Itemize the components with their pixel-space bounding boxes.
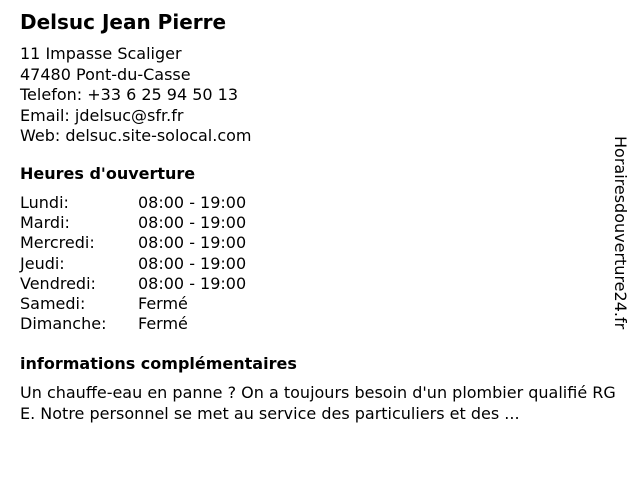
day-hours: 08:00 - 19:00: [138, 273, 247, 293]
website: Web: delsuc.site-solocal.com: [20, 126, 252, 145]
hours-row-thursday: [20, 254, 246, 274]
day-hours: 08:00 - 19:00: [138, 233, 247, 253]
info-text: Un chauffe-eau en panne ? On a toujours besoin d'un plombier qualifié RGE. Notre personnel se met au service des particuliers et des ...: [20, 383, 616, 423]
hours-row-friday: [20, 274, 246, 294]
hours-row-saturday: [20, 294, 246, 314]
hours-table: [20, 193, 246, 334]
day-hours: 08:00 - 19:00: [138, 253, 247, 273]
day-label: Samedi:: [20, 294, 86, 314]
day-hours: 08:00 - 19:00: [138, 193, 247, 212]
business-name: Delsuc Jean Pierre: [20, 10, 227, 34]
city-address: 47480 Pont-du-Casse: [20, 64, 191, 84]
hours-row-monday: [20, 193, 246, 213]
phone-number: Telefon: +33 6 25 94 50 13: [20, 85, 239, 104]
hours-row-wednesday: [20, 233, 246, 253]
day-hours: Fermé: [138, 314, 188, 334]
day-label: Jeudi:: [20, 253, 65, 273]
business-card: [20, 10, 620, 147]
street-address: 11 Impasse Scaliger: [20, 44, 182, 63]
day-label: Mercredi:: [20, 233, 95, 253]
day-label: Mardi:: [20, 213, 70, 233]
hours-heading: Heures d'ouverture: [20, 164, 196, 183]
day-label: Vendredi:: [20, 273, 96, 293]
contact-block: [20, 44, 620, 147]
day-label: Dimanche:: [20, 314, 107, 334]
info-heading: informations complémentaires: [20, 354, 297, 373]
day-hours: 08:00 - 19:00: [138, 213, 247, 233]
hours-row-tuesday: [20, 213, 246, 233]
day-hours: Fermé: [138, 294, 188, 314]
site-watermark: Horairesdouverture24.fr: [611, 136, 630, 330]
watermark-container: [608, 136, 632, 346]
hours-row-sunday: [20, 314, 246, 334]
day-label: Lundi:: [20, 193, 69, 212]
email-address: Email: jdelsuc@sfr.fr: [20, 105, 184, 125]
